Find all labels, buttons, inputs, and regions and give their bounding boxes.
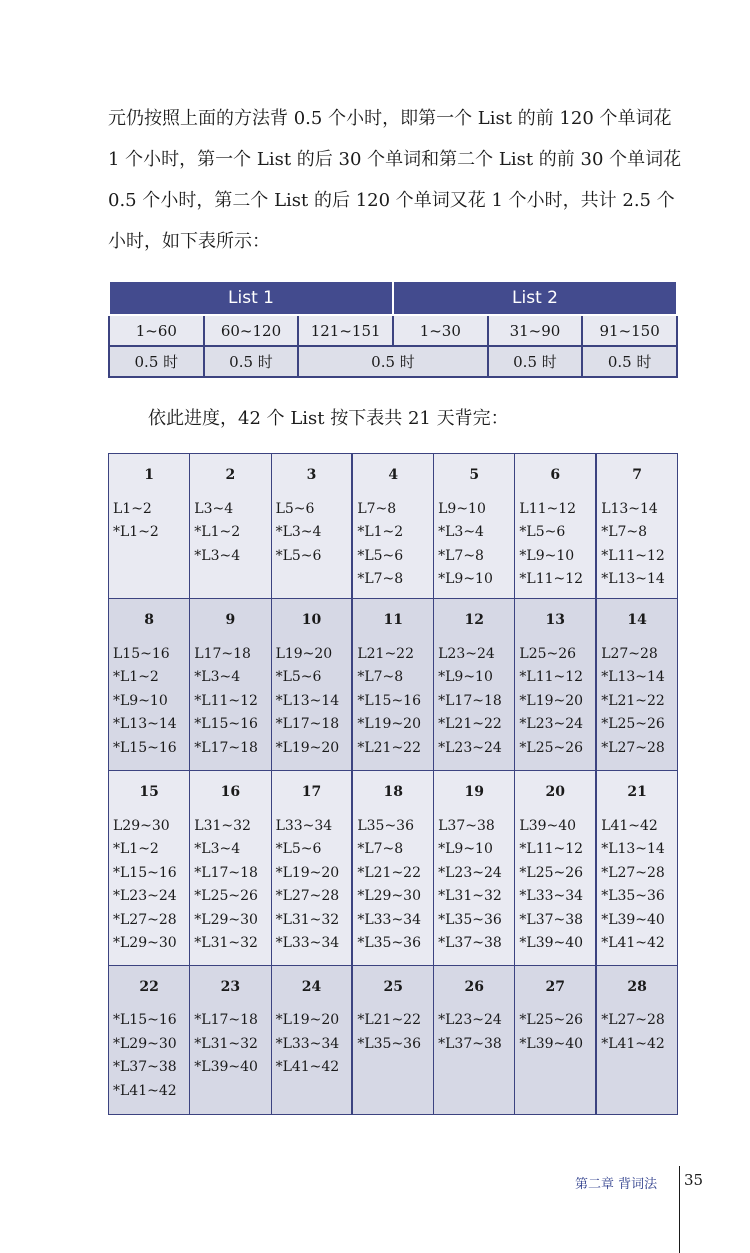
- schedule-entry: *L31~32: [438, 888, 502, 905]
- schedule-entry: *L9~10: [438, 571, 493, 587]
- schedule-entry: L3~4: [194, 500, 234, 517]
- schedule-entry: *L27~28: [601, 739, 665, 756]
- schedule-entry: *L15~16: [113, 864, 177, 881]
- day-number: 21: [627, 784, 647, 801]
- schedule-entry: *L25~26: [194, 888, 258, 905]
- schedule-day-cell: [271, 771, 352, 965]
- schedule-day-cell: [352, 599, 433, 771]
- schedule-entry: *L31~32: [275, 911, 340, 928]
- schedule-entry: *L23~24: [438, 1012, 502, 1029]
- schedule-entry: *L27~28: [601, 1012, 665, 1029]
- schedule-entry: L7~8: [357, 500, 397, 517]
- schedule-entry: L35~36: [357, 817, 414, 834]
- ranges-row: [109, 315, 677, 346]
- duration-cell: 0.5 时: [488, 346, 583, 377]
- schedule-day-cell: [109, 771, 190, 965]
- day-number: 25: [383, 978, 403, 995]
- schedule-entry: *L19~20: [357, 716, 421, 733]
- schedule-entry: *L15~16: [357, 692, 421, 709]
- schedule-entry: L39~40: [519, 817, 577, 834]
- schedule-day-cell: [434, 965, 515, 1114]
- schedule-entry: *L23~24: [438, 739, 502, 756]
- schedule-entry: *L19~20: [275, 739, 340, 756]
- schedule-entry: *L29~30: [113, 935, 177, 952]
- schedule-entry: L23~24: [438, 645, 495, 662]
- range-cell: 31~90: [488, 315, 583, 346]
- day-number: 4: [388, 467, 399, 483]
- schedule-entry: L11~12: [519, 500, 577, 517]
- schedule-entry: *L33~34: [275, 1035, 340, 1052]
- range-cell: 121~151: [298, 315, 393, 346]
- schedule-entry: *L5~6: [519, 524, 566, 540]
- schedule-day-cell: [352, 771, 433, 965]
- body-paragraph: 元仍按照上面的方法背 0.5 个小时，即第一个 List 的前 120 个单词花 1 个小时，第一个 List 的后 30 个单词和第二个 List 的前 30 个单词花 0.5 个小时，第二个 List 的后 120 个单词又花 1 个小时，共计 2.5 个小时，如下表所示：: [108, 108, 682, 252]
- schedule-entry: *L37~38: [438, 935, 502, 952]
- schedule-entry: *L41~42: [113, 1082, 177, 1099]
- schedule-entry: *L35~36: [357, 935, 421, 952]
- schedule-entry: *L9~10: [438, 841, 493, 858]
- day-number: 15: [139, 784, 159, 801]
- day-number: 19: [464, 784, 484, 801]
- schedule-entry: *L5~6: [275, 669, 322, 686]
- schedule-entry: *L27~28: [113, 911, 177, 928]
- schedule-entry: *L33~34: [519, 888, 584, 905]
- range-cell: 1~30: [393, 315, 488, 346]
- schedule-entry: *L9~10: [438, 669, 493, 686]
- schedule-entry: *L11~12: [519, 571, 584, 587]
- schedule-day-cell: [271, 599, 352, 771]
- schedule-week-row: [109, 771, 678, 965]
- schedule-entry: *L13~14: [601, 669, 665, 686]
- schedule-entry: L1~2: [113, 500, 152, 517]
- schedule-entry: *L35~36: [601, 888, 665, 905]
- schedule-entry: *L23~24: [438, 864, 502, 881]
- schedule-entry: *L19~20: [275, 1012, 340, 1029]
- schedule-entry: *L35~36: [357, 1035, 421, 1052]
- schedule-entry: *L5~6: [275, 841, 322, 858]
- schedule-entry: *L3~4: [194, 841, 241, 858]
- schedule-grid: [108, 453, 678, 1115]
- schedule-entry: *L29~30: [194, 911, 258, 928]
- schedule-day-cell: [190, 454, 271, 599]
- day-number: 28: [627, 978, 647, 995]
- schedule-entry: *L33~34: [357, 911, 421, 928]
- schedule-entry: L25~26: [519, 645, 577, 662]
- day-number: 16: [220, 784, 241, 801]
- schedule-day-cell: [109, 454, 190, 599]
- schedule-week-row: [109, 599, 678, 771]
- schedule-entry: *L15~16: [113, 1012, 177, 1029]
- schedule-entry: *L15~16: [194, 716, 258, 733]
- schedule-day-cell: [271, 454, 352, 599]
- schedule-day-cell: [515, 771, 596, 965]
- schedule-entry: *L1~2: [113, 841, 159, 858]
- schedule-entry: L19~20: [275, 645, 333, 662]
- day-number: 26: [464, 978, 484, 995]
- day-number: 10: [301, 612, 322, 629]
- schedule-entry: *L25~26: [519, 739, 584, 756]
- schedule-entry: *L17~18: [194, 1012, 258, 1029]
- body-paragraph: 依此进度，42 个 List 按下表共 21 天背完：: [148, 408, 509, 429]
- footer-divider: [679, 1166, 680, 1253]
- schedule-entry: *L41~42: [275, 1059, 340, 1076]
- schedule-entry: *L25~26: [601, 716, 665, 733]
- schedule-entry: L29~30: [113, 817, 170, 834]
- schedule-entry: *L39~40: [519, 935, 584, 952]
- schedule-day-cell: [515, 454, 596, 599]
- schedule-entry: *L17~18: [194, 739, 258, 756]
- schedule-week-row: [109, 454, 678, 599]
- schedule-entry: *L17~18: [438, 692, 502, 709]
- schedule-day-cell: [190, 771, 271, 965]
- schedule-day-cell: [596, 599, 677, 771]
- schedule-entry: *L17~18: [194, 864, 258, 881]
- schedule-entry: *L9~10: [113, 692, 168, 709]
- schedule-entry: L15~16: [113, 645, 170, 662]
- day-number: 3: [306, 467, 317, 483]
- day-number: 8: [144, 612, 155, 629]
- schedule-entry: *L3~4: [438, 524, 484, 540]
- schedule-entry: L17~18: [194, 645, 251, 662]
- schedule-entry: *L11~12: [601, 547, 665, 564]
- schedule-entry: *L1~2: [113, 669, 159, 686]
- day-number: 20: [545, 784, 566, 801]
- schedule-day-cell: [596, 965, 677, 1114]
- day-number: 2: [225, 467, 236, 483]
- table-header-row: [109, 282, 677, 315]
- range-cell: 1~60: [109, 315, 204, 346]
- schedule-entry: *L27~28: [601, 864, 665, 881]
- schedule-entry: *L25~26: [519, 1012, 584, 1029]
- schedule-entry: *L27~28: [275, 888, 340, 905]
- schedule-entry: *L41~42: [601, 1035, 665, 1052]
- schedule-entry: *L29~30: [357, 888, 421, 905]
- schedule-entry: *L11~12: [519, 841, 584, 858]
- schedule-entry: *L31~32: [194, 935, 258, 952]
- list1-header: List 1: [109, 282, 393, 315]
- schedule-entry: *L37~38: [113, 1059, 177, 1076]
- duration-cell: 0.5 时: [109, 346, 204, 377]
- schedule-entry: *L1~2: [113, 524, 159, 540]
- range-cell: 91~150: [582, 315, 677, 346]
- schedule-day-cell: [190, 965, 271, 1114]
- schedule-entry: *L17~18: [275, 716, 340, 733]
- schedule-entry: *L13~14: [275, 692, 340, 709]
- schedule-entry: *L37~38: [519, 911, 584, 928]
- schedule-entry: *L5~6: [275, 547, 322, 564]
- day-number: 9: [225, 612, 236, 629]
- schedule-entry: *L19~20: [275, 864, 340, 881]
- range-cell: 60~120: [204, 315, 299, 346]
- schedule-entry: *L19~20: [519, 692, 584, 709]
- schedule-entry: *L21~22: [357, 1012, 421, 1029]
- day-number: 7: [632, 467, 642, 483]
- schedule-entry: *L21~22: [357, 864, 421, 881]
- schedule-day-cell: [190, 599, 271, 771]
- schedule-entry: *L1~2: [194, 524, 241, 540]
- schedule-entry: *L1~2: [357, 524, 404, 540]
- schedule-day-cell: [434, 599, 515, 771]
- schedule-entry: *L15~16: [113, 739, 177, 756]
- schedule-day-cell: [352, 965, 433, 1114]
- day-number: 11: [383, 612, 403, 629]
- schedule-entry: L5~6: [275, 500, 315, 517]
- schedule-entry: L31~32: [194, 817, 251, 834]
- schedule-entry: *L21~22: [601, 692, 665, 709]
- schedule-entry: *L23~24: [519, 716, 584, 733]
- schedule-day-cell: [434, 771, 515, 965]
- schedule-entry: *L23~24: [113, 888, 177, 905]
- schedule-entry: L13~14: [601, 500, 658, 517]
- schedule-entry: *L21~22: [357, 739, 421, 756]
- schedule-entry: *L11~12: [194, 692, 258, 709]
- day-number: 18: [383, 784, 403, 801]
- schedule-entry: *L39~40: [194, 1059, 258, 1076]
- schedule-entry: *L35~36: [438, 911, 502, 928]
- day-number: 24: [301, 978, 322, 995]
- day-number: 1: [144, 467, 155, 483]
- schedule-day-cell: [515, 965, 596, 1114]
- schedule-entry: *L3~4: [275, 524, 322, 540]
- duration-cell: 0.5 时: [298, 346, 487, 377]
- schedule-day-cell: [434, 454, 515, 599]
- schedule-entry: *L37~38: [438, 1035, 502, 1052]
- schedule-entry: *L7~8: [438, 547, 484, 564]
- page-number: 35: [684, 1171, 704, 1189]
- schedule-entry: *L3~4: [194, 669, 241, 686]
- schedule-entry: *L21~22: [438, 716, 502, 733]
- schedule-entry: L27~28: [601, 645, 658, 662]
- schedule-entry: *L13~14: [601, 571, 665, 587]
- schedule-entry: *L13~14: [601, 841, 665, 858]
- schedule-day-cell: [596, 771, 677, 965]
- schedule-entry: *L3~4: [194, 547, 241, 564]
- duration-cell: 0.5 时: [582, 346, 677, 377]
- schedule-entry: L33~34: [275, 817, 333, 834]
- schedule-entry: *L5~6: [357, 547, 404, 564]
- schedule-day-cell: [596, 454, 677, 599]
- day-number: 13: [545, 612, 566, 629]
- schedule-entry: *L41~42: [601, 935, 665, 952]
- day-number: 17: [301, 784, 322, 801]
- schedule-day-cell: [109, 965, 190, 1114]
- schedule-entry: *L7~8: [601, 524, 648, 540]
- schedule-entry: *L9~10: [519, 547, 575, 564]
- durations-row: [109, 346, 677, 377]
- schedule-entry: L37~38: [438, 817, 495, 834]
- day-number: 12: [464, 612, 484, 629]
- day-number: 6: [550, 467, 561, 483]
- schedule-entry: L41~42: [601, 817, 658, 834]
- schedule-entry: *L29~30: [113, 1035, 177, 1052]
- schedule-entry: *L13~14: [113, 716, 177, 733]
- schedule-entry: *L25~26: [519, 864, 584, 881]
- day-number: 5: [469, 467, 480, 483]
- schedule-entry: *L7~8: [357, 841, 404, 858]
- day-number: 23: [220, 978, 241, 995]
- schedule-entry: *L11~12: [519, 669, 584, 686]
- schedule-day-cell: [109, 599, 190, 771]
- schedule-day-cell: [352, 454, 433, 599]
- schedule-entry: *L39~40: [601, 911, 665, 928]
- list-time-table: [108, 282, 678, 378]
- schedule-entry: *L31~32: [194, 1035, 258, 1052]
- schedule-entry: L21~22: [357, 645, 414, 662]
- schedule-entry: L9~10: [438, 500, 486, 517]
- list2-header: List 2: [393, 282, 677, 315]
- schedule-entry: *L7~8: [357, 571, 404, 587]
- day-number: 22: [139, 978, 159, 995]
- day-number: 27: [545, 978, 566, 995]
- chapter-title: 第二章 背词法: [575, 1177, 658, 1192]
- schedule-week-row: [109, 965, 678, 1114]
- duration-cell: 0.5 时: [204, 346, 299, 377]
- day-number: 14: [627, 612, 647, 629]
- schedule-entry: *L39~40: [519, 1035, 584, 1052]
- schedule-day-cell: [271, 965, 352, 1114]
- schedule-day-cell: [515, 599, 596, 771]
- schedule-entry: *L33~34: [275, 935, 340, 952]
- schedule-entry: *L7~8: [357, 669, 404, 686]
